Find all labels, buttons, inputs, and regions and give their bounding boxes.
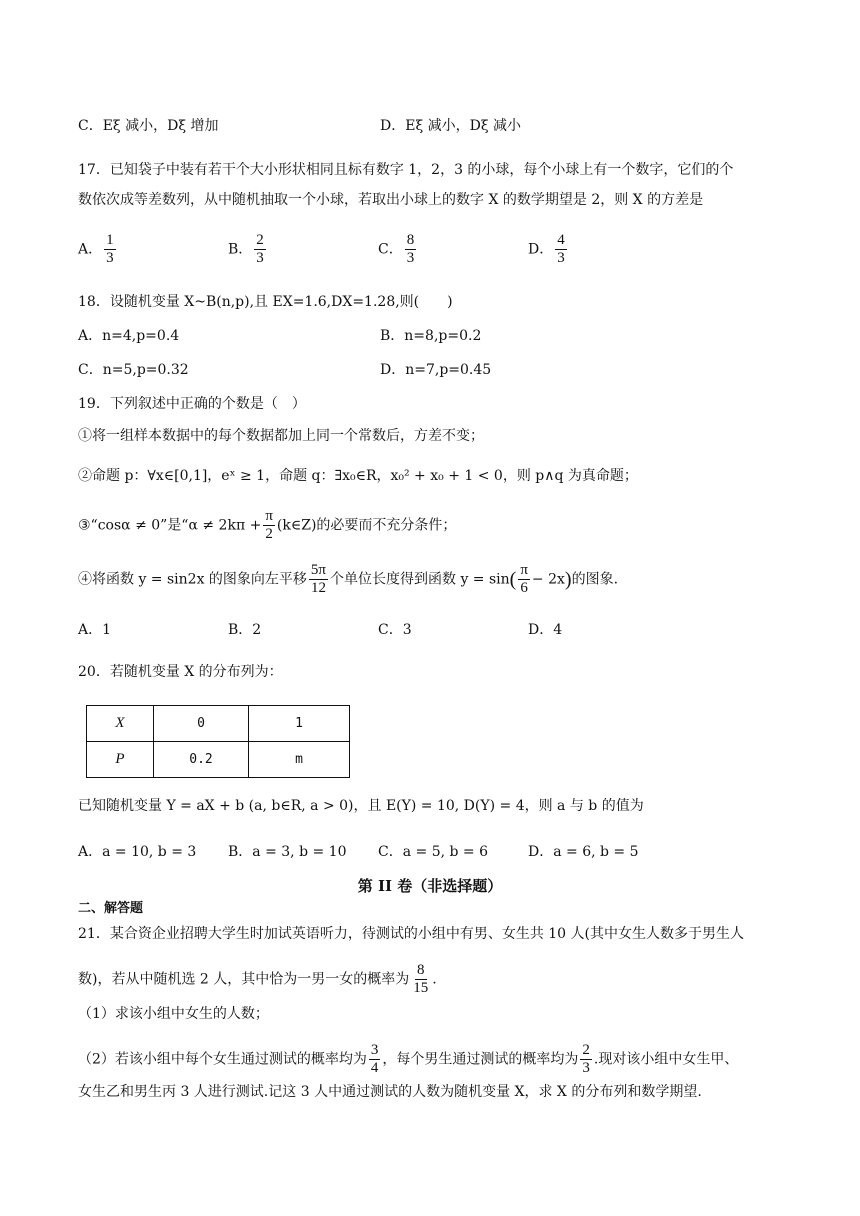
q20-condition: 已知随机变量 Y = aX + b (a, b∈R, a > 0)，且 E(Y) = 10, D(Y) = 4，则 a 与 b 的值为 (78, 798, 644, 814)
q19-option-d: D．4 (528, 622, 563, 638)
q17-option-b: B． $\frac{2}{3}$ (228, 232, 264, 266)
q20-option-d: D．a = 6, b = 5 (528, 844, 639, 860)
q17-option-d: D． $\frac{4}{3}$ (528, 232, 565, 266)
table-row (87, 706, 350, 742)
table-cell: 1 (249, 706, 350, 742)
q20-stem: 20．若随机变量 X 的分布列为： (78, 664, 283, 680)
q18-option-c: C．n=5,p=0.32 (78, 362, 189, 378)
q17-stem-line1: 17．已知袋子中装有若干个大小形状相同且标有数字 1，2，3 的小球，每个小球上有一个数字，它们的个 (78, 162, 734, 178)
q17-stem-line2: 数依次成等差数列，从中随机抽取一个小球，若取出小球上的数字 X 的数学期望是 2，则 X 的方差是 (78, 192, 704, 208)
table-cell: m (249, 742, 350, 778)
q21-part-1: （1）求该小组中女生的人数； (78, 1006, 269, 1022)
q19-option-b: B．2 (228, 622, 262, 638)
q19-option-a: A．1 (78, 622, 112, 638)
q21-part-2: （2）若该小组中每个女生通过测试的概率均为 $\frac{3}{4}$ ，每个男生通过测试的概率均为 $\frac{2}{3}$ .现对该小组中女生甲、 (78, 1042, 739, 1076)
q20-option-b: B．a = 3, b = 10 (228, 844, 347, 860)
q19-statement-4: ④将函数 y = sin2x 的图象向左平移 $\frac{5\pi}{12}$ 个单位长度得到函数 y = sin( $\frac{\pi}{6}$ − 2x)的图象. (78, 562, 619, 596)
q19-statement-2: ②命题 p：∀x∈[0,1]，eˣ ≥ 1，命题 q：∃x₀∈R，x₀² + x₀ + 1 < 0，则 p∧q 为真命题； (78, 468, 638, 484)
q19-option-c: C．3 (378, 622, 412, 638)
q19-statement-1: ①将一组样本数据中的每个数据都加上同一个常数后，方差不变； (78, 428, 484, 444)
table-cell: P (87, 742, 154, 778)
section-subtitle: 二、解答题 (78, 901, 144, 916)
q20-option-a: A．a = 10, b = 3 (78, 844, 197, 860)
q19-stem: 19．下列叙述中正确的个数是（ ） (78, 396, 306, 412)
q21-part-2-cont: 女生乙和男生丙 3 人进行测试.记这 3 人中通过测试的人数为随机变量 X，求 X 的分布列和数学期望. (78, 1084, 702, 1100)
q17-option-a: A． $\frac{1}{3}$ (78, 232, 114, 266)
q19-statement-3: ③“cosα ≠ 0”是“α ≠ 2kπ + $\frac{\pi}{2}$ (k∈Z)的必要而不充分条件； (78, 508, 457, 542)
q16-option-d: D．Eξ 减小，Dξ 减小 (380, 118, 521, 134)
q21-stem-line1: 21．某合资企业招聘大学生时加试英语听力，待测试的小组中有男、女生共 10 人(其中女生人数多于男生人 (78, 926, 744, 942)
q18-option-a: A．n=4,p=0.4 (78, 328, 180, 344)
q20-option-c: C．a = 5, b = 6 (378, 844, 488, 860)
table-row (87, 742, 350, 778)
q18-option-b: B．n=8,p=0.2 (380, 328, 482, 344)
table-cell: X (87, 706, 154, 742)
table-cell: 0.2 (154, 742, 249, 778)
table-cell: 0 (154, 706, 249, 742)
q17-option-c: C． $\frac{8}{3}$ (378, 232, 415, 266)
q18-stem: 18．设随机变量 X~B(n,p),且 EX=1.6,DX=1.28,则( ) (78, 294, 453, 310)
q18-option-d: D．n=7,p=0.45 (380, 362, 492, 378)
q16-option-c: C．Eξ 减小，Dξ 增加 (78, 118, 219, 134)
section-title: 第 II 卷（非选择题） (357, 877, 503, 895)
distribution-table (86, 705, 350, 778)
q21-stem-line2: 数)，若从中随机选 2 人，其中恰为一男一女的概率为 $\frac{8}{15}$ . (78, 962, 437, 996)
